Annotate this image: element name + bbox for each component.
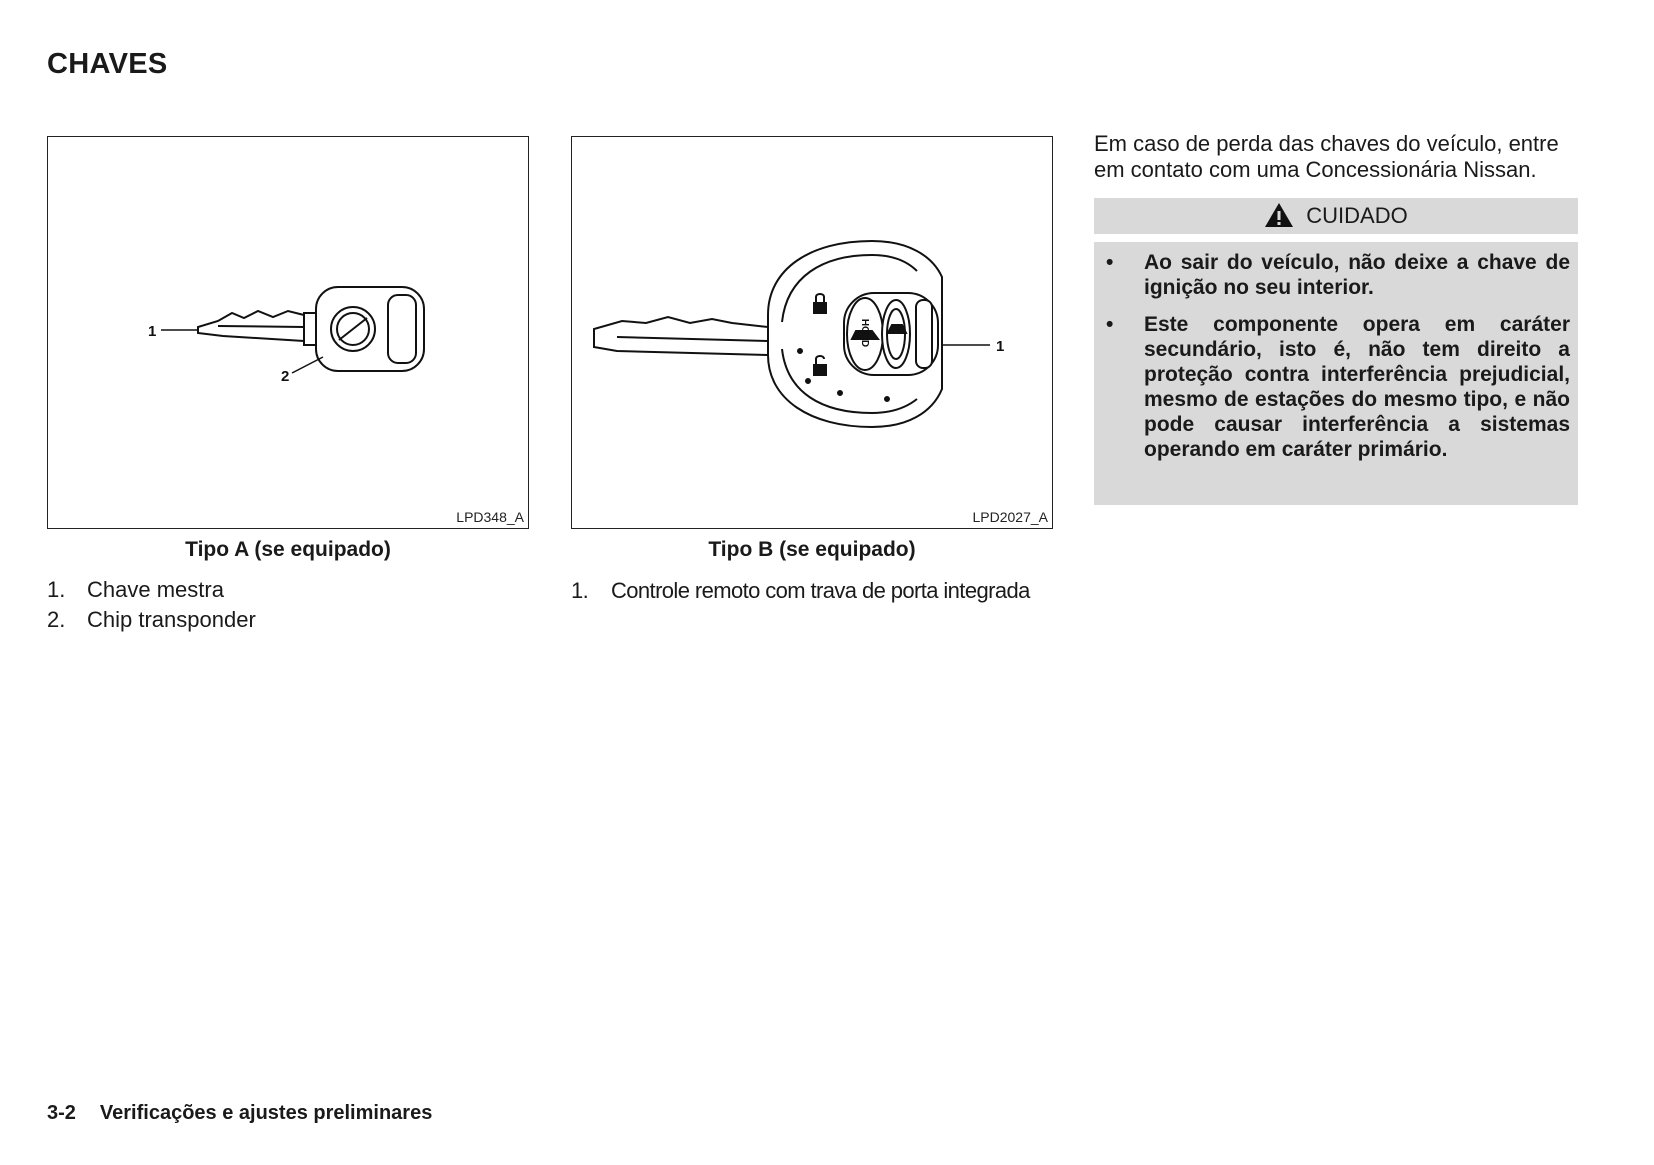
figure-code: LPD2027_A (972, 509, 1048, 525)
page-title: CHAVES (47, 48, 168, 80)
hold-label: HOLD (859, 318, 870, 348)
list-item: 2. Chip transponder (47, 607, 256, 632)
list-item: 1. Controle remoto com trava de porta integrada (571, 578, 1030, 603)
figure-key-type-b (571, 136, 1053, 529)
page-footer (47, 1102, 432, 1125)
caution-heading (1094, 198, 1578, 234)
figure-key-type-a (47, 136, 529, 529)
caution-bullet: • Este componente opera em caráter secundário, isto é, não tem direito a proteção contra interferência prejudicial, mesmo de estações do mesmo tipo, e não pode causar interferência a sistemas operando em caráter primário. (1106, 313, 1570, 461)
caution-box (1094, 242, 1578, 505)
key-type-a-illustration (48, 137, 530, 530)
caution-heading-text: CUIDADO (1306, 203, 1408, 228)
key-type-b-illustration (572, 137, 1054, 530)
callout-1: 1 (148, 323, 157, 340)
legend-list (571, 576, 1030, 606)
callout-2: 2 (281, 368, 290, 385)
callout-1: 1 (996, 338, 1005, 355)
figure-caption: Tipo B (se equipado) (708, 538, 916, 561)
legend-list (47, 575, 256, 635)
warning-triangle-icon (1264, 202, 1294, 228)
list-item: 1. Chave mestra (47, 577, 224, 602)
section-title: Verificações e ajustes preliminares (99, 1102, 433, 1124)
caution-bullet: • Ao sair do veículo, não deixe a chave de ignição no seu interior. (1106, 251, 1570, 299)
intro-paragraph: Em caso de perda das chaves do veículo, entre em contato com uma Concessionária Nissan. (1094, 131, 1559, 182)
page-number: 3-2 (47, 1102, 76, 1124)
figure-caption: Tipo A (se equipado) (185, 538, 391, 561)
figure-code: LPD348_A (456, 509, 524, 525)
